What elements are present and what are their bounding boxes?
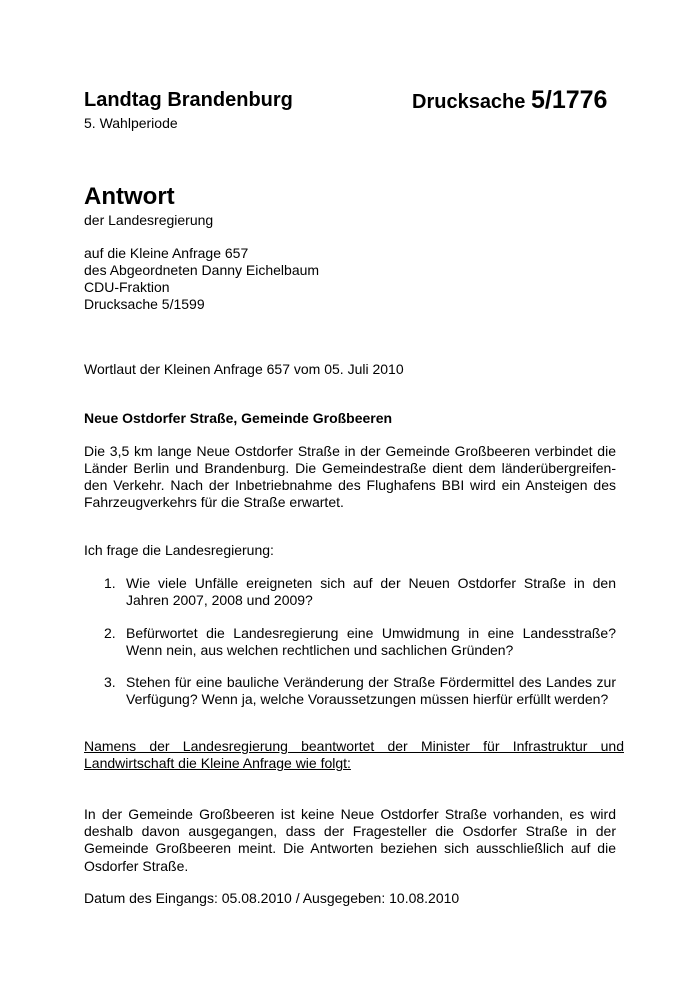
intro-line: Fahrzeugverkehrs für die Straße erwartet. [84,494,344,510]
reference-line: auf die Kleine Anfrage 657 [84,245,249,261]
question-number: 1. [104,575,116,591]
parliament-name: Landtag Brandenburg [84,89,293,111]
question-number: 3. [104,674,116,690]
answer-body: In der Gemeinde Großbeeren ist keine Neue Ostdorfer Straße vorhanden, es wird deshalb davon ausgegangen, dass der Fragesteller die Osdorfer Straße in der Gemeinde Großbeeren meint. Die Antworten beziehen sich ausschließlich auf die Osdorfer Straße. [84,806,616,874]
question-text: Befürwortet die Landesregierung eine Umwidmung in eine Landesstraße? Wenn nein, aus welchen rechtlichen und sachlichen Gründen? [126,625,616,659]
intro-line: Die 3,5 km lange Neue Ostdorfer Straße in der Gemeinde Großbeeren verbindet die [84,443,616,459]
document-dates: Datum des Eingangs: 05.08.2010 / Ausgegeben: 10.08.2010 [84,890,460,906]
answer-intro: Namens der Landesregierung beantwortet der Minister für Infrastruktur und Landwirtschaft die Kleine Anfrage wie folgt: [84,738,624,772]
inquiry-wording: Wortlaut der Kleinen Anfrage 657 vom 05. Juli 2010 [84,361,404,377]
reference-line: Drucksache 5/1599 [84,296,205,312]
reference-line: CDU-Fraktion [84,279,170,295]
document-subtitle: der Landesregierung [84,212,214,228]
document-number-value: 5/1776 [530,86,608,114]
inquiry-ask: Ich frage die Landesregierung: [84,542,274,558]
question-number: 2. [104,625,116,641]
intro-line: Länder Berlin und Brandenburg. Die Gemeindestraße dient dem länderübergreifen- [84,460,616,476]
document-label: Drucksache [412,91,526,113]
document-number [412,86,607,115]
question-text: Wie viele Unfälle ereigneten sich auf der Neuen Ostdorfer Straße in den Jahren 2007, 2008 und 2009? [126,575,616,609]
question-text: Stehen für eine bauliche Veränderung der Straße Fördermittel des Landes zur Verfügung? Wenn ja, welche Voraussetzungen müssen hierfür erfüllt werden? [126,674,616,708]
document-title: Antwort [84,183,175,210]
inquiry-topic: Neue Ostdorfer Straße, Gemeinde Großbeeren [84,410,393,426]
reference-line: des Abgeordneten Danny Eichelbaum [84,262,320,278]
intro-line: den Verkehr. Nach der Inbetriebnahme des Flughafens BBI wird ein Ansteigen des [84,477,616,493]
electoral-period: 5. Wahlperiode [84,115,178,131]
